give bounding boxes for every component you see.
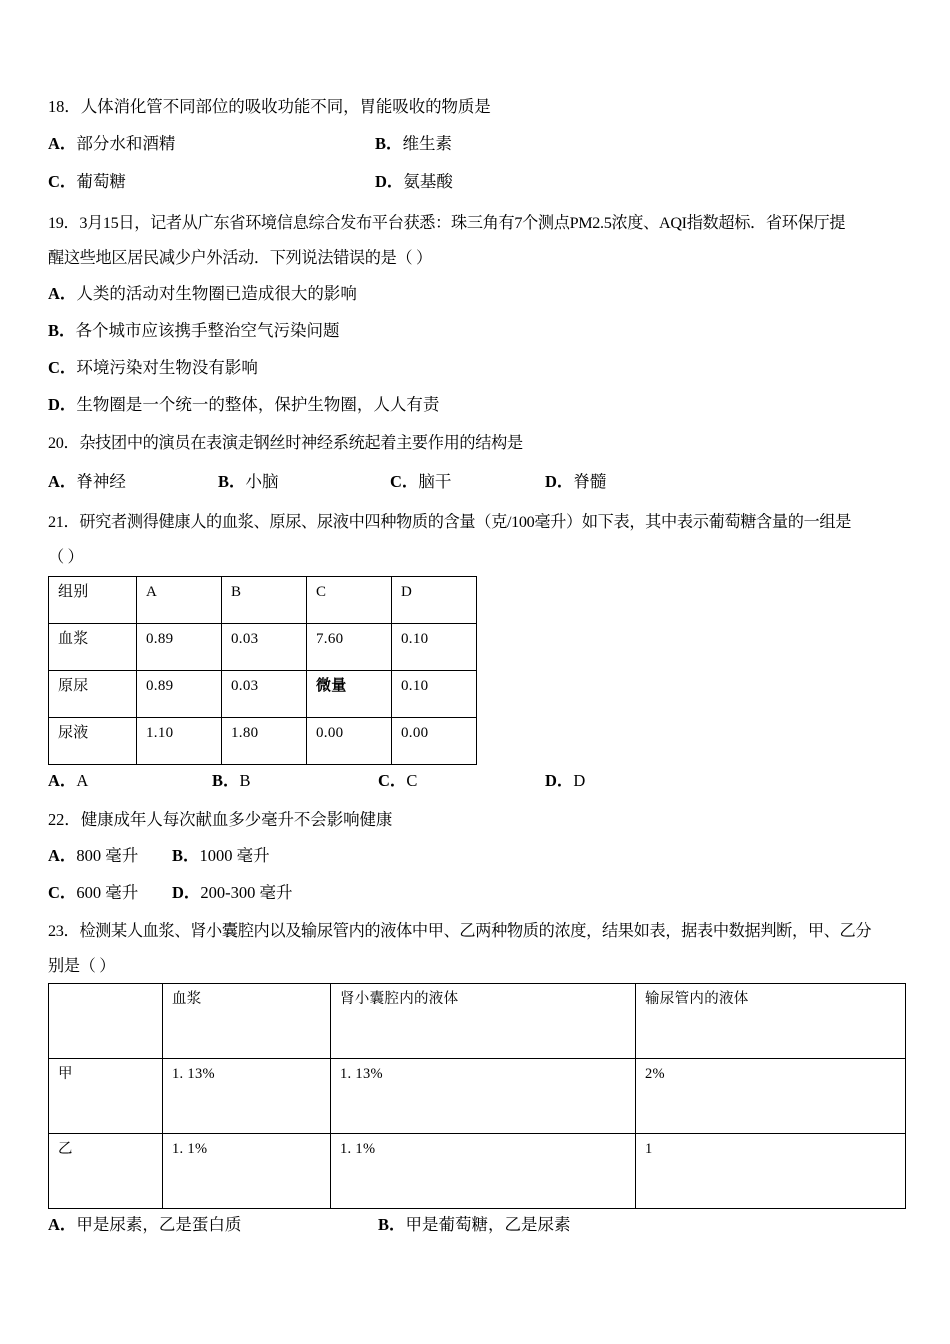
table-q21-header-cell-1: A: [137, 577, 222, 624]
question-23: [48, 921, 902, 1235]
question-18-stem-text: 人体消化管不同部位的吸收功能不同，胃能吸收的物质是: [80, 97, 491, 116]
table-q21-row-2-cell-1: 1.80: [222, 718, 307, 765]
table-q23-header-cell-3: 输尿管内的液体: [636, 984, 906, 1059]
question-23-stem-text-1: 检测某人血浆、肾小囊腔内以及输尿管内的液体中甲、乙两种物质的浓度，结果如表，据表中数据判断，甲、乙分: [79, 922, 872, 940]
table-q21-row-1-cell-1: 0.03: [222, 671, 307, 718]
question-19-option-d[interactable]: D．生物圈是一个统一的整体，保护生物圈，人人有责: [48, 395, 440, 414]
table-q21-row-0-cell-3: 0.10: [392, 624, 477, 671]
question-19-number: 19．: [48, 214, 80, 232]
table-q21-row-0-label: 血浆: [49, 624, 137, 671]
question-22: [48, 809, 902, 903]
question-19-option-b[interactable]: B．各个城市应该携手整治空气污染问题: [48, 321, 340, 340]
table-q21-row-0-cell-0: 0.89: [137, 624, 222, 671]
question-23-number: 23．: [48, 922, 80, 940]
table-q23-row: [49, 1134, 906, 1209]
table-q23-row-1-cell-2: 1: [636, 1134, 906, 1209]
question-21-option-b[interactable]: B．B: [212, 771, 251, 790]
table-q21-header-cell-3: C: [307, 577, 392, 624]
question-21-stem-text-2: （ ）: [48, 548, 84, 566]
question-21: [48, 512, 902, 791]
question-20-options-row: [48, 472, 902, 492]
question-22-options-row-2: [48, 883, 902, 903]
question-18-option-d[interactable]: D．氨基酸: [375, 172, 453, 191]
question-19-stem-text-1: 3月15日，记者从广东省环境信息综合发布平台获悉：珠三角有7个测点PM2.5浓度、AQI指数超标．省环保厅提: [79, 214, 846, 232]
question-23-stem-line-2: [48, 956, 902, 977]
table-q23: [48, 983, 906, 1209]
table-q21-row-0-cell-1: 0.03: [222, 624, 307, 671]
table-q23-header-cell-0: [49, 984, 163, 1059]
table-q21-row-2-label: 尿液: [49, 718, 137, 765]
table-q23-row-0-label: 甲: [49, 1059, 163, 1134]
table-q21-row: [49, 671, 477, 718]
question-18: [48, 96, 902, 192]
table-q21-row-2-cell-3: 0.00: [392, 718, 477, 765]
question-22-option-a[interactable]: A．800 毫升: [48, 846, 139, 865]
table-q23-row-1-label: 乙: [49, 1134, 163, 1209]
page-content: [48, 96, 902, 1235]
question-22-number: 22．: [48, 810, 81, 829]
question-19-stem-line-1: [48, 213, 902, 234]
table-q23-row-0-cell-1: 1. 13%: [331, 1059, 636, 1134]
table-q21-row-1-cell-3: 0.10: [392, 671, 477, 718]
question-23-option-b[interactable]: B．甲是葡萄糖，乙是尿素: [378, 1215, 571, 1234]
question-23-option-a[interactable]: A．甲是尿素，乙是蛋白质: [48, 1215, 242, 1234]
table-q21-header-cell-4: D: [392, 577, 477, 624]
question-18-option-a[interactable]: A．部分水和酒精: [48, 134, 176, 153]
question-20-stem-text: 杂技团中的演员在表演走钢丝时神经系统起着主要作用的结构是: [79, 434, 523, 452]
question-19-stem-line-2: [48, 248, 902, 269]
question-21-option-d[interactable]: D．D: [545, 771, 586, 790]
question-20-option-c[interactable]: C．脑干: [390, 472, 452, 491]
table-q21-header-cell-2: B: [222, 577, 307, 624]
question-18-option-b[interactable]: B．维生素: [375, 134, 453, 153]
question-23-stem-text-2: 别是（ ）: [48, 957, 116, 975]
question-22-option-b[interactable]: B．1000 毫升: [172, 846, 270, 865]
table-q23-header-cell-2: 肾小囊腔内的液体: [331, 984, 636, 1059]
table-q21-header-cell-0: 组别: [49, 577, 137, 624]
table-q23-row-1-cell-1: 1. 1%: [331, 1134, 636, 1209]
table-q21-row: [49, 624, 477, 671]
table-q21-header-row: [49, 577, 477, 624]
table-q23-row-0-cell-0: 1. 13%: [163, 1059, 331, 1134]
table-q23-row-0-cell-2: 2%: [636, 1059, 906, 1134]
table-q23-row-1-cell-0: 1. 1%: [163, 1134, 331, 1209]
table-q21-row-2-cell-2: 0.00: [307, 718, 392, 765]
question-21-number: 21．: [48, 513, 80, 531]
question-20-number: 20．: [48, 434, 80, 452]
question-21-option-a[interactable]: A．A: [48, 771, 89, 790]
question-22-option-c[interactable]: C．600 毫升: [48, 883, 139, 902]
question-22-options-row-1: [48, 846, 902, 866]
table-q21-row-2-cell-0: 1.10: [137, 718, 222, 765]
question-19: [48, 213, 902, 415]
table-q21-row: [49, 718, 477, 765]
table-q21-row-1-cell-2: 微量: [307, 671, 392, 718]
question-21-options-row: [48, 771, 902, 791]
question-18-number: 18．: [48, 97, 81, 116]
question-22-option-d[interactable]: D．200-300 毫升: [172, 883, 293, 902]
question-18-stem: [48, 96, 902, 117]
question-18-options-row-1: [48, 134, 902, 154]
question-21-stem-text-1: 研究者测得健康人的血浆、原尿、尿液中四种物质的含量（克/100毫升）如下表，其中表示葡萄糖含量的一组是: [79, 513, 852, 531]
question-20-option-a[interactable]: A．脊神经: [48, 472, 126, 491]
question-19-stem-text-2: 醒这些地区居民减少户外活动．下列说法错误的是（ ）: [48, 249, 432, 267]
question-21-option-c[interactable]: C．C: [378, 771, 418, 790]
question-20-option-d[interactable]: D．脊髓: [545, 472, 607, 491]
question-19-option-a[interactable]: A．人类的活动对生物圈已造成很大的影响: [48, 284, 357, 303]
question-18-option-c[interactable]: C．葡萄糖: [48, 172, 126, 191]
table-q23-row: [49, 1059, 906, 1134]
table-q21-row-0-cell-2: 7.60: [307, 624, 392, 671]
table-q23-header-cell-1: 血浆: [163, 984, 331, 1059]
table-q21: [48, 576, 477, 765]
question-22-stem-text: 健康成年人每次献血多少毫升不会影响健康: [80, 810, 393, 829]
question-20: [48, 433, 902, 492]
question-23-stem-line-1: [48, 921, 902, 942]
question-22-stem: [48, 809, 902, 830]
table-q23-header-row: [49, 984, 906, 1059]
question-21-stem-line-1: [48, 512, 902, 533]
table-q21-row-1-cell-0: 0.89: [137, 671, 222, 718]
question-21-stem-line-2: [48, 547, 902, 568]
question-19-option-c[interactable]: C．环境污染对生物没有影响: [48, 358, 258, 377]
question-18-options-row-2: [48, 172, 902, 192]
question-20-stem: [48, 433, 902, 454]
question-23-options-row: [48, 1215, 902, 1235]
question-20-option-b[interactable]: B．小脑: [218, 472, 279, 491]
table-q21-row-1-label: 原尿: [49, 671, 137, 718]
